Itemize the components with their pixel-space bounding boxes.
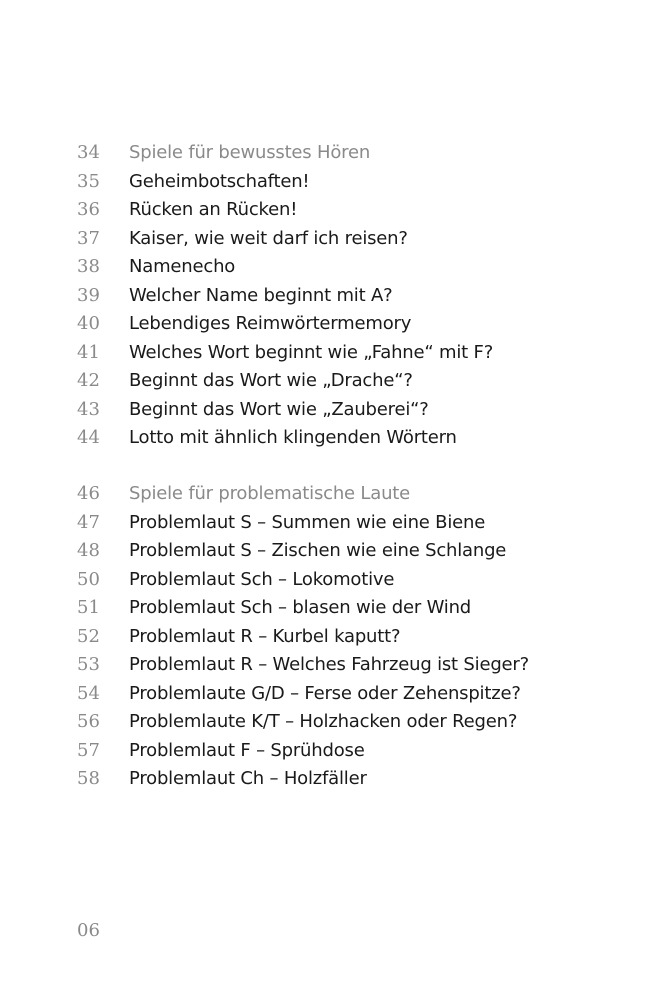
page-number: 39: [77, 284, 100, 306]
page-number: 56: [77, 711, 100, 732]
entry-title: Problemlaut Ch – Holzfäller: [129, 768, 367, 789]
entry-title: Beginnt das Wort wie „Zauberei“?: [129, 398, 429, 420]
entry-title: Rücken an Rücken!: [129, 199, 298, 220]
section-heading-title: Spiele für problematische Laute: [129, 483, 411, 504]
page-number: 57: [77, 739, 100, 761]
page-number: 54: [77, 682, 100, 704]
toc-entry: [0, 594, 665, 623]
toc-entry: [0, 566, 665, 595]
page-number: 34: [77, 142, 100, 163]
toc-entry: [0, 282, 665, 311]
entry-title: Problemlaut Sch – blasen wie der Wind: [129, 597, 472, 618]
toc-entry: [0, 225, 665, 254]
entry-title: Problemlaut R – Kurbel kaputt?: [129, 625, 401, 647]
toc-entry: [0, 623, 665, 652]
entry-title: Welcher Name beginnt mit A?: [129, 284, 393, 306]
entry-title: Lotto mit ähnlich klingenden Wörtern: [129, 427, 457, 448]
toc-entry: [0, 509, 665, 538]
page-number: 53: [77, 654, 100, 675]
toc-entry: [0, 310, 665, 339]
toc-entry: [0, 680, 665, 709]
entry-title: Kaiser, wie weit darf ich reisen?: [129, 227, 408, 249]
page-number: 52: [77, 625, 100, 647]
page-number: 40: [77, 313, 100, 334]
page-number: 58: [77, 768, 100, 789]
toc-section-heading: [0, 139, 665, 168]
page-number: 51: [77, 597, 100, 618]
entry-title: Geheimbotschaften!: [129, 170, 310, 192]
page-number: 43: [77, 398, 100, 420]
toc-entry: [0, 396, 665, 425]
page-number: 37: [77, 227, 100, 249]
toc-section-heading: [0, 480, 665, 509]
entry-title: Problemlaut S – Summen wie eine Biene: [129, 511, 486, 533]
page-number: 50: [77, 568, 100, 590]
toc-entry: [0, 737, 665, 766]
section-heading-title: Spiele für bewusstes Hören: [129, 142, 371, 163]
toc-entry: [0, 253, 665, 282]
entry-title: Problemlaute K/T – Holzhacken oder Regen?: [129, 711, 518, 732]
toc-entry: [0, 367, 665, 396]
toc-section-hearing: [0, 139, 665, 453]
toc-section-problem-sounds: [0, 480, 665, 794]
toc-entry: [0, 424, 665, 453]
toc-entry: [0, 765, 665, 794]
toc-entry: [0, 537, 665, 566]
entry-title: Problemlaut R – Welches Fahrzeug ist Sieger?: [129, 654, 529, 675]
page-number: 35: [77, 170, 100, 192]
entry-title: Problemlaute G/D – Ferse oder Zehenspitze?: [129, 682, 521, 704]
entry-title: Problemlaut F – Sprühdose: [129, 739, 365, 761]
entry-title: Problemlaut Sch – Lokomotive: [129, 568, 395, 590]
toc-entry: [0, 708, 665, 737]
page-number: 47: [77, 511, 100, 533]
entry-title: Problemlaut S – Zischen wie eine Schlange: [129, 540, 507, 561]
toc-entry: [0, 196, 665, 225]
toc-entry: [0, 339, 665, 368]
page-number: 38: [77, 256, 100, 277]
page-number: 42: [77, 370, 100, 391]
page-number: 46: [77, 483, 100, 504]
page-number: 48: [77, 540, 100, 561]
entry-title: Lebendiges Reimwörtermemory: [129, 313, 412, 334]
toc-entry: [0, 168, 665, 197]
page-number: 44: [77, 427, 100, 448]
page-number: 41: [77, 341, 100, 363]
entry-title: Namenecho: [129, 256, 236, 277]
entry-title: Welches Wort beginnt wie „Fahne“ mit F?: [129, 341, 494, 363]
entry-title: Beginnt das Wort wie „Drache“?: [129, 370, 413, 391]
page-folio: 06: [77, 920, 100, 941]
toc-entry: [0, 651, 665, 680]
page-number: 36: [77, 199, 100, 220]
